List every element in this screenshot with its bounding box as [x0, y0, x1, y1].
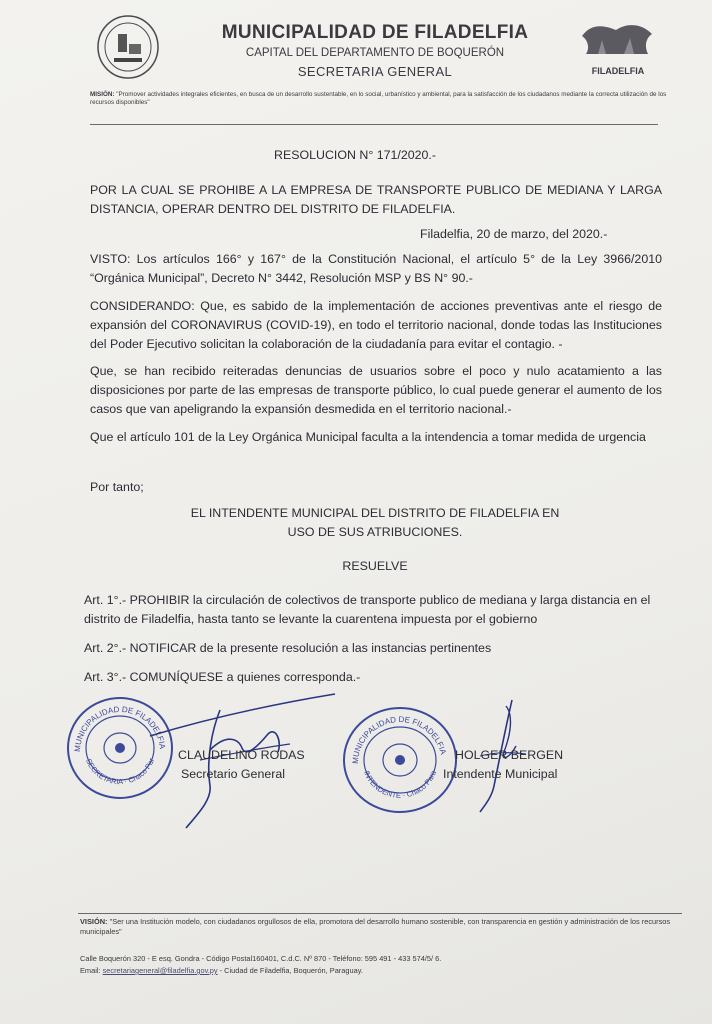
article-1: Art. 1°.- PROHIBIR la circulación de colectivos de transporte publico de mediana y larga distancia en el distrito de Filadelfia, hasta tanto se levante la cuarentena impuesta por el gobierno	[84, 593, 651, 626]
header-divider	[90, 124, 658, 125]
stamp-right-top-text: MUNICIPALIDAD DE FILADELFIA	[350, 714, 448, 765]
article-3: Art. 3°.- COMUNÍQUESE a quienes corresponda.-	[84, 670, 361, 684]
mision-statement	[90, 91, 670, 107]
email-label: Email:	[80, 966, 103, 975]
header-title: MUNICIPALIDAD DE FILADELFIA	[221, 22, 529, 43]
footer-address: Calle Boquerón 320 - E esq. Gondra - Código Postal160401, C.d.C. Nº 870 - Teléfono: 595 491 - 433 574/5/ 6.	[80, 954, 442, 963]
mision-text: "Promover actividades integrales eficientes, en busca de un desarrollo sustentable, en lo social, urbanístico y ambiental, para la satisfacción de los ciudadanos mediante la correcta utilización de los recursos disponibles"	[90, 91, 667, 106]
vision-statement	[80, 917, 684, 937]
considerando-paragraph: CONSIDERANDO: Que, es sabido de la implementación de acciones preventivas ante el riesgo de expansión del CORONAVIRUS (COVID-19), en todo el territorio nacional, donde todas las Instituciones del Poder Ejecutivo solicitan la colaboración de la ciudadanía para evitar el contagio. -	[90, 299, 662, 351]
signer-right-name: HOLGER BERGEN	[455, 748, 564, 762]
que-paragraph-1: Que, se han recibido reiteradas denuncias de usuarios sobre el poco y nulo acatamiento a las disposiciones por parte de las empresas de transporte público, lo cual puede generar el aumento de los casos que van apeligrando la expansión desmedida en el territorio nacional.-	[90, 364, 662, 416]
visto-paragraph: VISTO: Los artículos 166° y 167° de la Constitución Nacional, el artículo 5° de la Ley 3966/2010 “Orgánica Municipal”, Decreto N° 3442, Resolución MSP y BS N° 90.-	[90, 252, 662, 285]
intendente-line-2: USO DE SUS ATRIBUCIONES.	[287, 525, 463, 539]
que-paragraph-2: Que el artículo 101 de la Ley Orgánica Municipal faculta a la intendencia a tomar medida de urgencia	[90, 430, 646, 444]
footer-city: - Ciudad de Filadelfia, Boquerón, Paraguay.	[217, 966, 363, 975]
vision-text: "Ser una Institución modelo, con ciudadanos orgullosos de ella, promotora del desarrollo humano sostenible, con transparencia en gestión y administración de los recursos municipales"	[80, 917, 671, 936]
mision-label: MISIÓN:	[90, 91, 115, 98]
signer-left-name: CLAUDELINO RODAS	[178, 748, 305, 762]
article-2: Art. 2°.- NOTIFICAR de la presente resolución a las instancias pertinentes	[84, 641, 492, 655]
stamp-left-top-text: MUNICIPALIDAD DE FILADELFIA	[72, 704, 167, 753]
intendente-line-1: EL INTENDENTE MUNICIPAL DEL DISTRITO DE FILADELFIA EN	[190, 506, 560, 520]
header-secretariat: SECRETARIA GENERAL	[297, 64, 453, 79]
resolution-number: RESOLUCION N° 171/2020.-	[274, 148, 436, 162]
logo-label: FILADELFIA	[591, 66, 645, 76]
signer-right-title: Intendente Municipal	[443, 767, 558, 781]
resolution-subject: POR LA CUAL SE PROHIBE A LA EMPRESA DE TRANSPORTE PUBLICO DE MEDIANA Y LARGA DISTANCIA, OPERAR DENTRO DEL DISTRITO DE FILADELFIA.	[90, 183, 662, 216]
resolution-date: Filadelfia, 20 de marzo, del 2020.-	[420, 227, 608, 241]
email-link[interactable]: secretariageneral@filadelfia.gov.py	[102, 966, 218, 975]
footer-contact	[80, 966, 684, 976]
resuelve-heading: RESUELVE	[342, 559, 408, 573]
por-tanto: Por tanto;	[90, 480, 144, 494]
signer-left-title: Secretario General	[181, 767, 285, 781]
vision-label: VISIÓN:	[80, 917, 108, 926]
header-subtitle: CAPITAL DEL DEPARTAMENTO DE BOQUERÓN	[245, 47, 505, 59]
stamp-left-bottom-text: SECRETARIA · Chaco Paraguayo	[61, 687, 157, 787]
stamp-right-bottom-text: INTENDENTE · Chaco Paraguayo	[337, 697, 438, 800]
footer-divider	[78, 913, 682, 914]
